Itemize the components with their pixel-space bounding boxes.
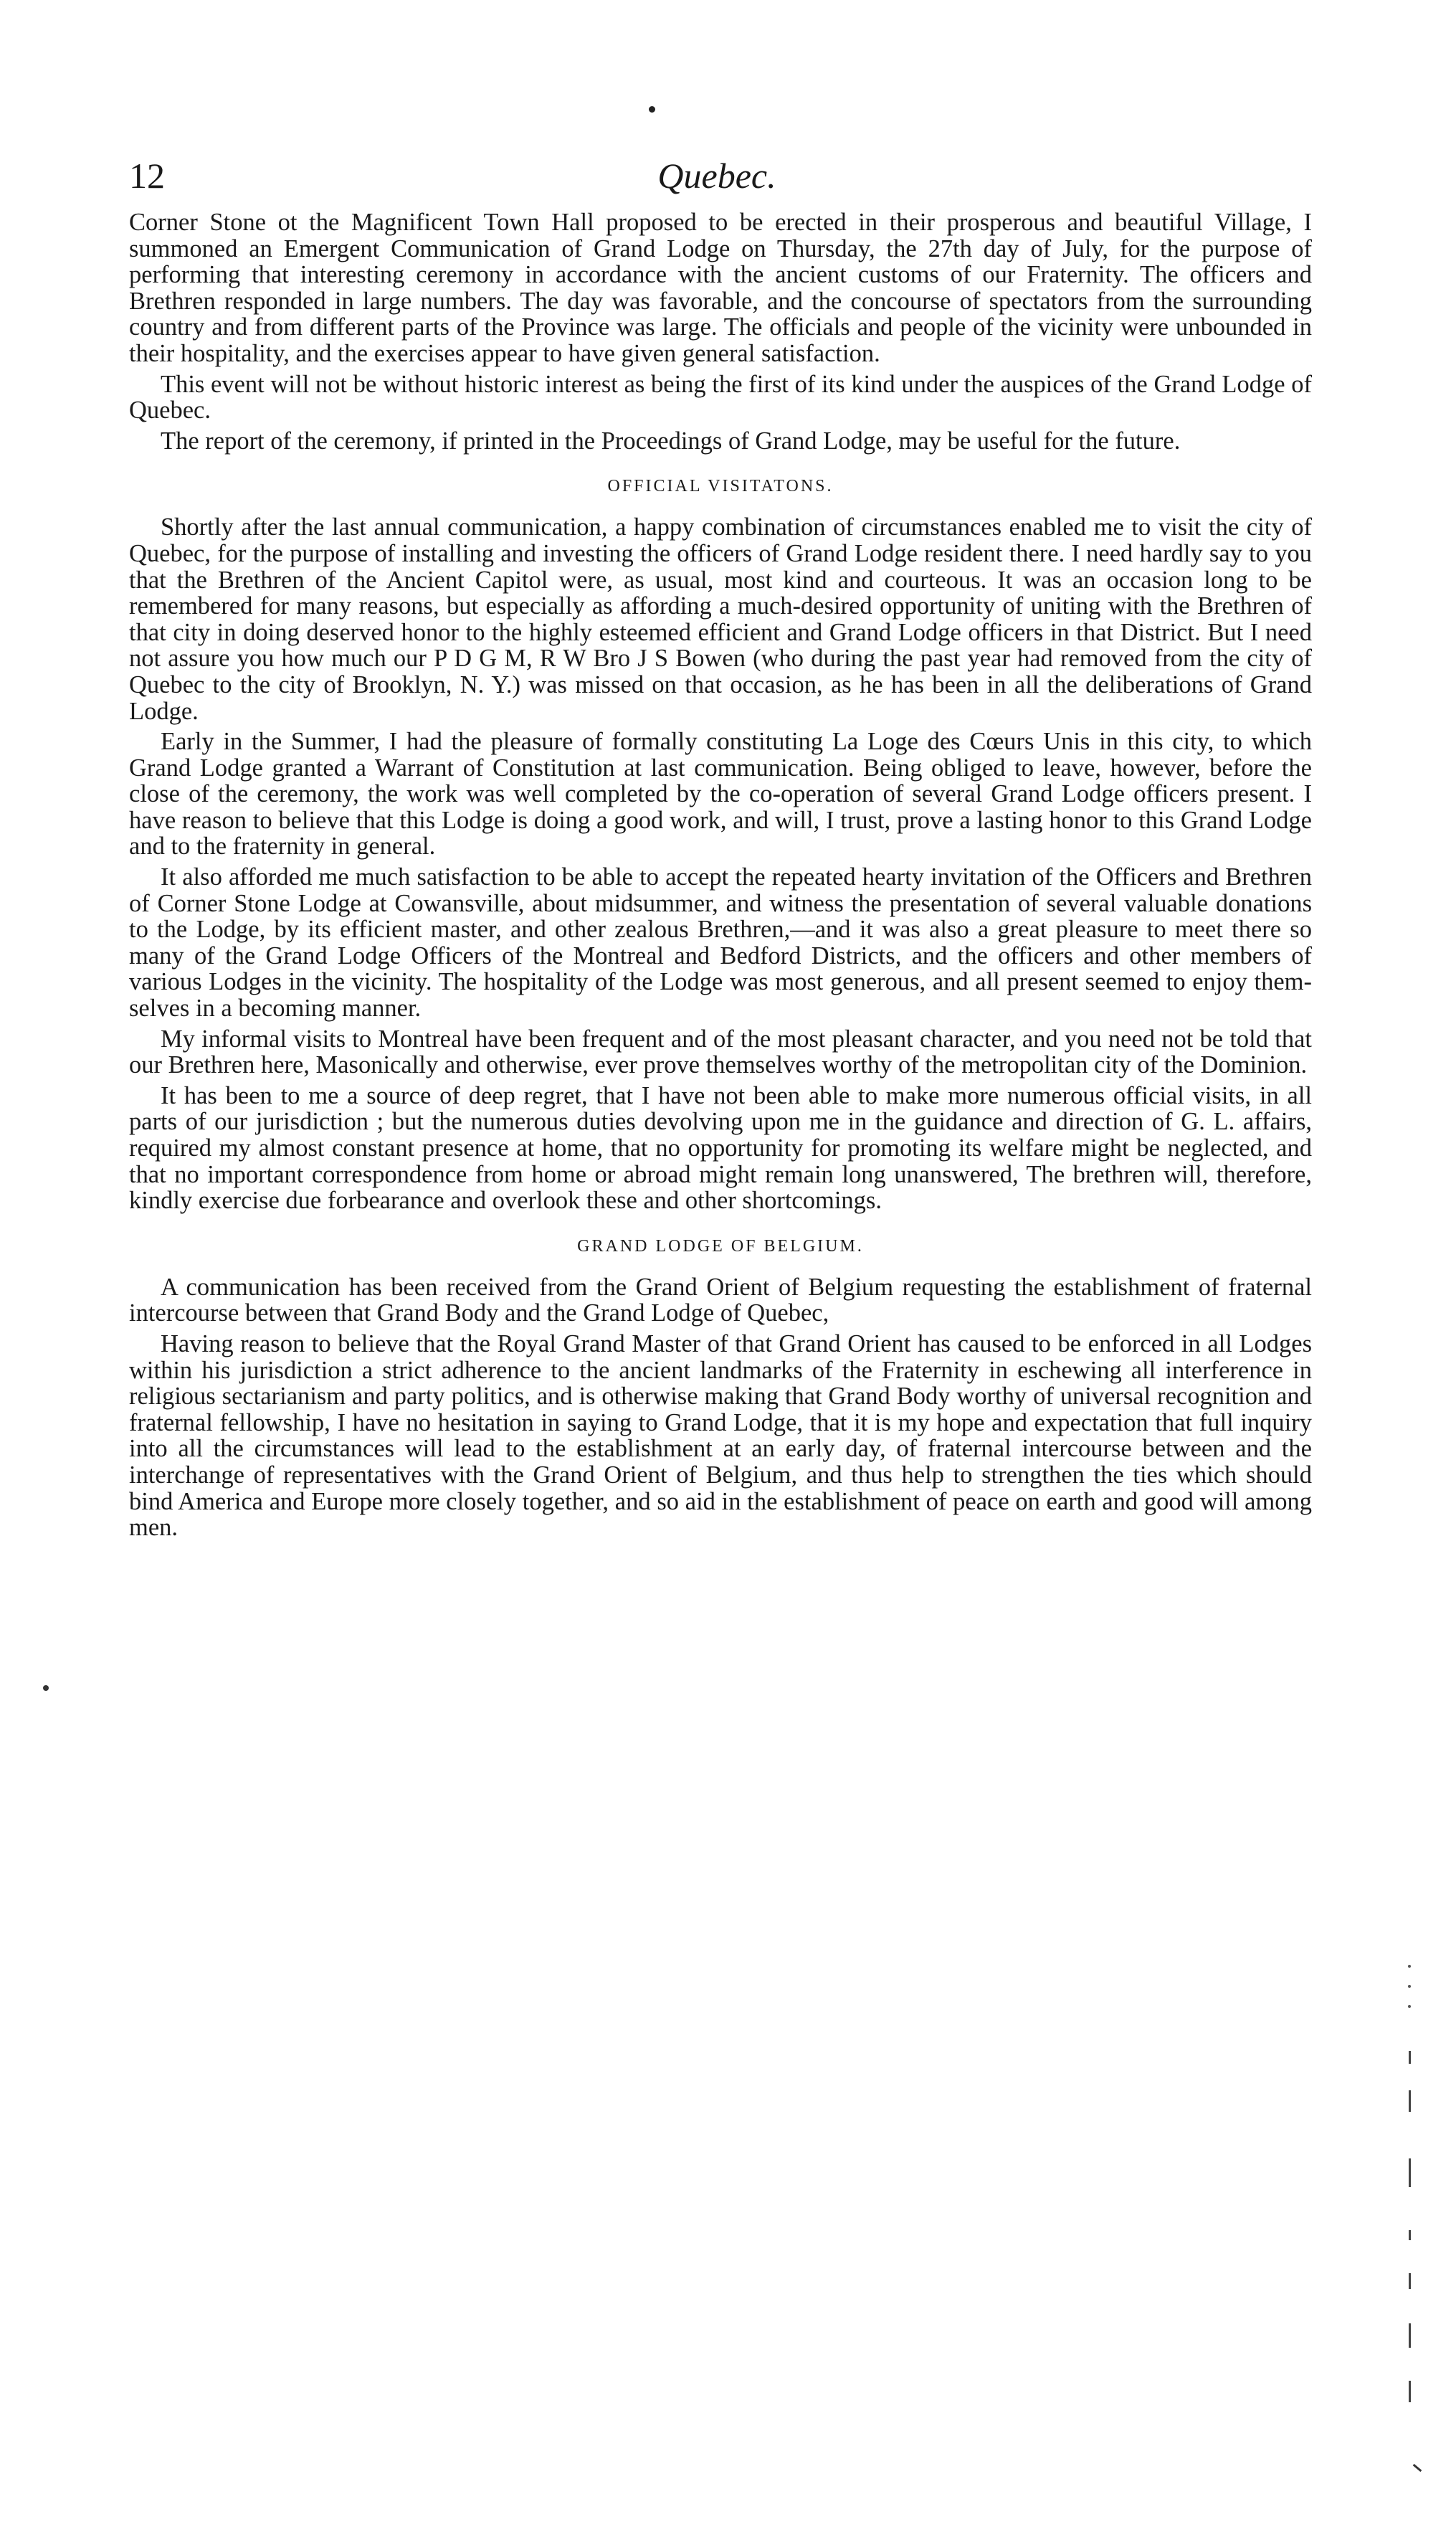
page-body <box>129 209 1312 1545</box>
paragraph: Having reason to believe that the Royal Grand Master of that Grand Orient has caused to be enforced in all Lodges within his jurisdiction a strict adherence to the ancient landmarks of the Fraternity in eschewing all interference in religious sectarianism and party politics, and is otherwise making that Grand Body worthy of universal recognition and fraternal fellowship, I have no hesitation in saying to Grand Lodge, that it is my hope and expectation that full inquiry into all the circumstances will lead to the establishment at an early day, of fraternal intercourse between and the interchange of representatives with the Grand Orient of Belgium, and thus help to strengthen the ties which should bind America and Europe more closely together, and so aid in the establishment of peace on earth and good will among men. <box>129 1329 1312 1542</box>
section-heading-official-visitations: OFFICIAL VISITATONS. <box>607 477 834 496</box>
margin-tick <box>1413 2464 1422 2472</box>
running-head: Quebec. <box>657 156 776 196</box>
page-header <box>129 154 1305 212</box>
paragraph: My informal visits to Montreal have been frequent and of the most pleasant character, and you need not be told that our Brethren here, Masonically and otherwise, ever prove themselves worthy of the metropolitan city of the Dominion. <box>129 1025 1312 1079</box>
margin-marks <box>1399 1965 1421 2409</box>
paragraph: It has been to me a source of deep regret, that I have not been able to make more numerous official visits, in all parts of our jurisdiction ; but the numerous duties devolving upon me in the guidance and direction of G. L. affairs, required my almost constant presence at home, that no opportunity for promoting its welfare might be neglected, and that no important correspondence from home or abroad might remain long unanswered, The brethren will, therefore, kindly exercise due forbearance and overlook these and other shortcomings. <box>129 1081 1312 1215</box>
paragraph: The report of the ceremony, if printed in the Proceedings of Grand Lodge, may be useful for the future. <box>161 427 1181 455</box>
paragraph: Early in the Summer, I had the pleasure of formally constituting La Loge des Cœurs Unis in this city, to which Grand Lodge granted a Warrant of Constitution at last communication. Being obliged to leave, however, before the close of the ceremony, the work was well completed by the co-operation of several Grand Lodge officers present. I have reason to believe that this Lodge is doing a good work, and will, I trust, prove a lasting honor to this Grand Lodge and to the fraternity in general. <box>129 728 1312 861</box>
paragraph: Corner Stone ot the Magnificent Town Hall proposed to be erected in their prosperous and beautiful Village, I summoned an Emergent Communication of Grand Lodge on Thursday, the 27th day of July, for the purpose of performing that interesting ceremony in accordance with the ancient customs of our Fraternity. The officers and Brethren responded in large numbers. The day was favorable, and the concourse of spectators from the surrounding country and from different parts of the Province was large. The officials and people of the vicinity were unbounded in their hospitality, and the exercises appear to have given general satisfaction. <box>129 209 1312 367</box>
paragraph: It also afforded me much satisfaction to be able to accept the repeated hearty invitation of the Officers and Brethren of Corner Stone Lodge at Cowansville, about midsummer, and witness the presentation of several valuable donations to the Lodge, by its efficient master, and other zealous Brethren,—and it was also a great pleasure to meet there so many of the Grand Lodge Officers of the Montreal and Bedford Districts, and the officers and other members of various Lodges in the vicinity. The hospitality of the Lodge was most generous, and all present seemed to enjoy themselves in a becoming manner. <box>129 863 1312 1023</box>
paragraph: A communication has been received from the Grand Orient of Belgium requesting the establishment of fraternal intercourse between that Grand Body and the Grand Lodge of Quebec, <box>129 1273 1312 1327</box>
paragraph: This event will not be without historic interest as being the first of its kind under the auspices of the Grand Lodge of Quebec. <box>129 370 1312 425</box>
ink-dot <box>43 1685 49 1691</box>
page-number: 12 <box>129 156 165 196</box>
ink-dot <box>649 106 655 113</box>
paragraph: Shortly after the last annual communication, a happy combination of circumstances enabled me to visit the city of Quebec, for the purpose of installing and investing the officers of Grand Lodge resident there. I need hardly say to you that the Brethren of the Ancient Capitol were, as usual, most kind and courteous. It was an occasion long to be remembered for many reasons, but especially as affording a much-desired opportunity of uniting with the Brethren of that city in doing deserved honor to the highly esteemed efficient and Grand Lodge officers in that District. But I need not assure you how much our P D G M, R W Bro J S Bowen (who during the past year had removed from the city of Quebec to the city of Brooklyn, N. Y.) was missed on that occasion, as he has been in all the deliberations of Grand Lodge. <box>129 513 1312 725</box>
section-heading-grand-lodge-of-belgium: GRAND LODGE OF BELGIUM. <box>577 1236 864 1256</box>
